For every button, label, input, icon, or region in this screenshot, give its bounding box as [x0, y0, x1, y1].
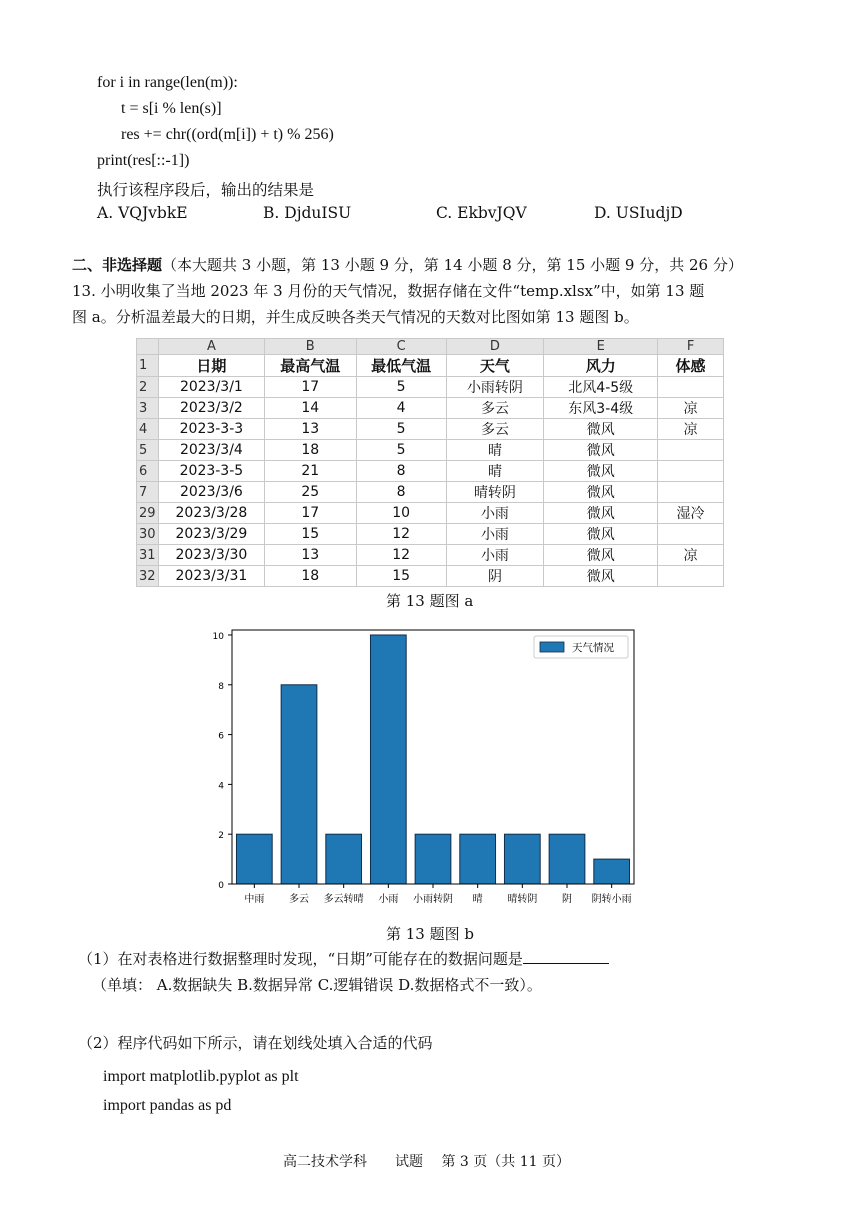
sheet-cell[interactable]: 微风	[544, 461, 658, 482]
sheet-cell[interactable]: 微风	[544, 482, 658, 503]
column-header-c[interactable]: C	[356, 339, 446, 355]
sheet-cell[interactable]: 凉	[658, 398, 724, 419]
sheet-row	[137, 419, 724, 440]
sheet-cell[interactable]: 多云	[446, 419, 544, 440]
sheet-cell[interactable]: 10	[356, 503, 446, 524]
code-line-2: t = s[i % len(s)]	[121, 100, 222, 117]
legend-label: 天气情况	[572, 642, 614, 654]
sheet-cell[interactable]: 2023/3/31	[158, 566, 264, 587]
option-b-label: B.	[263, 204, 280, 222]
bar	[370, 635, 406, 884]
sheet-cell[interactable]: 2023-3-5	[158, 461, 264, 482]
column-header-f[interactable]: F	[658, 339, 724, 355]
column-header-a[interactable]: A	[158, 339, 264, 355]
bar	[281, 685, 317, 884]
sheet-row	[137, 524, 724, 545]
sheet-cell[interactable]: 2023/3/6	[158, 482, 264, 503]
sheet-cell[interactable]: 5	[356, 377, 446, 398]
sheet-cell[interactable]: 小雨	[446, 503, 544, 524]
option-a-label: A.	[97, 204, 114, 222]
sheet-cell[interactable]	[658, 461, 724, 482]
row-header[interactable]: 3	[137, 398, 159, 419]
sheet-cell[interactable]: 18	[264, 440, 356, 461]
x-tick-label: 小雨转阴	[413, 894, 453, 905]
sheet-cell[interactable]: 17	[264, 503, 356, 524]
option-c	[436, 204, 527, 222]
sheet-cell[interactable]	[658, 566, 724, 587]
row-header[interactable]: 30	[137, 524, 159, 545]
code-line-4: print(res[::-1])	[97, 152, 190, 169]
sheet-cell[interactable]: 13	[264, 419, 356, 440]
sheet-cell[interactable]: 5	[356, 440, 446, 461]
sheet-cell[interactable]	[658, 524, 724, 545]
option-b-text: DjduISU	[284, 204, 352, 222]
sheet-cell[interactable]: 晴	[446, 461, 544, 482]
row-header[interactable]: 6	[137, 461, 159, 482]
section-title: 二、非选择题	[72, 256, 163, 274]
sheet-cell[interactable]: 2023/3/28	[158, 503, 264, 524]
sheet-cell[interactable]: 5	[356, 419, 446, 440]
code-line-1: for i in range(len(m)):	[97, 74, 238, 91]
sheet-row	[137, 503, 724, 524]
sheet-cell[interactable]: 体感	[658, 355, 724, 377]
column-header-row	[137, 339, 724, 355]
sheet-cell[interactable]: 小雨	[446, 545, 544, 566]
sheet-cell[interactable]: 18	[264, 566, 356, 587]
sheet-row	[137, 377, 724, 398]
sheet-row	[137, 355, 724, 377]
sheet-cell[interactable]: 21	[264, 461, 356, 482]
row-header[interactable]: 32	[137, 566, 159, 587]
spreadsheet-figure	[136, 338, 724, 585]
option-d-text: USIudjD	[615, 204, 683, 222]
sheet-cell[interactable]: 2023-3-3	[158, 419, 264, 440]
x-tick-label: 多云转晴	[323, 894, 364, 905]
sheet-cell[interactable]: 12	[356, 545, 446, 566]
option-c-text: EkbvJQV	[457, 204, 527, 222]
x-tick-label: 晴	[472, 894, 483, 905]
option-a-text: VQJvbkE	[118, 204, 188, 222]
sheet-cell[interactable]: 8	[356, 482, 446, 503]
column-header-e[interactable]: E	[544, 339, 658, 355]
column-header-d[interactable]: D	[446, 339, 544, 355]
sub-question-1-text: （1）在对表格进行数据整理时发现，“日期”可能存在的数据问题是	[78, 950, 523, 968]
sheet-cell[interactable]: 8	[356, 461, 446, 482]
sheet-cell[interactable]: 风力	[544, 355, 658, 377]
x-tick-label: 阴	[562, 894, 572, 905]
code-import-1: import matplotlib.pyplot as plt	[103, 1068, 299, 1085]
sheet-cell[interactable]: 多云	[446, 398, 544, 419]
section-desc: （本大题共 3 小题，第 13 小题 9 分，第 14 小题 8 分，第 15 小题 9 分，共 26 分）	[162, 256, 743, 274]
bar	[236, 834, 272, 884]
sheet-cell[interactable]: 17	[264, 377, 356, 398]
sheet-cell[interactable]: 2023/3/1	[158, 377, 264, 398]
sheet-cell[interactable]: 25	[264, 482, 356, 503]
sheet-row	[137, 545, 724, 566]
sheet-cell[interactable]: 15	[356, 566, 446, 587]
caption-figure-a: 第 13 题图 a	[386, 592, 474, 610]
row-header[interactable]: 29	[137, 503, 159, 524]
y-tick-label: 0	[218, 881, 224, 891]
option-c-label: C.	[436, 204, 453, 222]
row-header[interactable]: 4	[137, 419, 159, 440]
sheet-cell[interactable]: 微风	[544, 440, 658, 461]
row-header[interactable]: 1	[137, 355, 159, 377]
y-tick-label: 10	[212, 631, 224, 642]
row-header[interactable]: 5	[137, 440, 159, 461]
sheet-cell[interactable]: 2023/3/4	[158, 440, 264, 461]
y-tick-label: 8	[218, 681, 224, 692]
sheet-cell[interactable]: 2023/3/30	[158, 545, 264, 566]
sheet-row	[137, 482, 724, 503]
sheet-row	[137, 461, 724, 482]
sheet-cell[interactable]: 日期	[158, 355, 264, 377]
legend-swatch	[540, 642, 564, 652]
sheet-cell[interactable]: 微风	[544, 524, 658, 545]
sheet-cell[interactable]: 阴	[446, 566, 544, 587]
sheet-cell[interactable]: 晴	[446, 440, 544, 461]
sheet-cell[interactable]: 微风	[544, 503, 658, 524]
sheet-cell[interactable]: 13	[264, 545, 356, 566]
x-tick-label: 晴转阴	[507, 894, 538, 905]
caption-figure-b: 第 13 题图 b	[386, 925, 474, 943]
x-tick-label: 多云	[289, 894, 309, 905]
sheet-row	[137, 398, 724, 419]
sub-question-1	[78, 948, 609, 969]
sheet-cell[interactable]: 微风	[544, 419, 658, 440]
x-tick-label: 中雨	[244, 894, 265, 905]
sheet-cell[interactable]: 小雨	[446, 524, 544, 545]
bar	[549, 834, 585, 884]
sheet-cell[interactable]	[658, 377, 724, 398]
sheet-cell[interactable]: 东风3-4级	[544, 398, 658, 419]
sheet-cell[interactable]: 微风	[544, 566, 658, 587]
sheet-cell[interactable]: 北风4-5级	[544, 377, 658, 398]
bar	[326, 834, 362, 884]
sheet-cell[interactable]	[658, 482, 724, 503]
sheet-corner[interactable]	[137, 339, 159, 355]
page-footer: 高二技术学科 试题 第 3 页（共 11 页）	[283, 1154, 570, 1170]
spreadsheet-table	[136, 338, 724, 587]
x-tick-label: 阴转小雨	[591, 894, 632, 905]
bar-chart	[200, 622, 650, 912]
x-tick-label: 小雨	[378, 894, 399, 905]
sheet-cell[interactable]: 最高气温	[264, 355, 356, 377]
sheet-cell[interactable]: 微风	[544, 545, 658, 566]
answer-blank[interactable]	[523, 949, 609, 964]
bar	[504, 834, 540, 884]
sheet-cell[interactable]: 15	[264, 524, 356, 545]
sheet-row	[137, 440, 724, 461]
row-header[interactable]: 31	[137, 545, 159, 566]
y-tick-label: 2	[218, 831, 224, 842]
bar	[415, 834, 451, 884]
sheet-cell[interactable]: 2023/3/2	[158, 398, 264, 419]
sub-question-2: （2）程序代码如下所示，请在划线处填入合适的代码	[78, 1034, 433, 1052]
column-header-b[interactable]: B	[264, 339, 356, 355]
option-a	[97, 204, 188, 222]
section-heading	[72, 254, 743, 275]
sheet-cell[interactable]: 12	[356, 524, 446, 545]
sheet-cell[interactable]: 凉	[658, 545, 724, 566]
option-d-label: D.	[594, 204, 611, 222]
bar	[594, 859, 630, 884]
bar	[460, 834, 496, 884]
y-tick-label: 6	[218, 731, 224, 742]
q13-line-2: 图 a。分析温差最大的日期，并生成反映各类天气情况的天数对比图如第 13 题图 b。	[72, 308, 639, 326]
code-line-3: res += chr((ord(m[i]) + t) % 256)	[121, 126, 334, 143]
sheet-cell[interactable]: 湿冷	[658, 503, 724, 524]
sub-question-1-options: （单填： A.数据缺失 B.数据异常 C.逻辑错误 D.数据格式不一致）。	[92, 976, 542, 994]
sheet-cell[interactable]	[658, 440, 724, 461]
option-d	[594, 204, 683, 222]
sheet-row	[137, 566, 724, 587]
sheet-cell[interactable]: 天气	[446, 355, 544, 377]
option-b	[263, 204, 351, 222]
sheet-cell[interactable]: 14	[264, 398, 356, 419]
row-header[interactable]: 2	[137, 377, 159, 398]
sheet-cell[interactable]: 凉	[658, 419, 724, 440]
sheet-cell[interactable]: 最低气温	[356, 355, 446, 377]
code-import-2: import pandas as pd	[103, 1097, 232, 1114]
q13-line-1: 13. 小明收集了当地 2023 年 3 月份的天气情况，数据存储在文件“temp.xlsx”中，如第 13 题	[72, 282, 705, 300]
y-tick-label: 4	[218, 781, 224, 792]
sheet-cell[interactable]: 小雨转阴	[446, 377, 544, 398]
row-header[interactable]: 7	[137, 482, 159, 503]
question-prompt: 执行该程序段后，输出的结果是	[97, 181, 315, 199]
sheet-cell[interactable]: 晴转阴	[446, 482, 544, 503]
sheet-cell[interactable]: 4	[356, 398, 446, 419]
sheet-cell[interactable]: 2023/3/29	[158, 524, 264, 545]
